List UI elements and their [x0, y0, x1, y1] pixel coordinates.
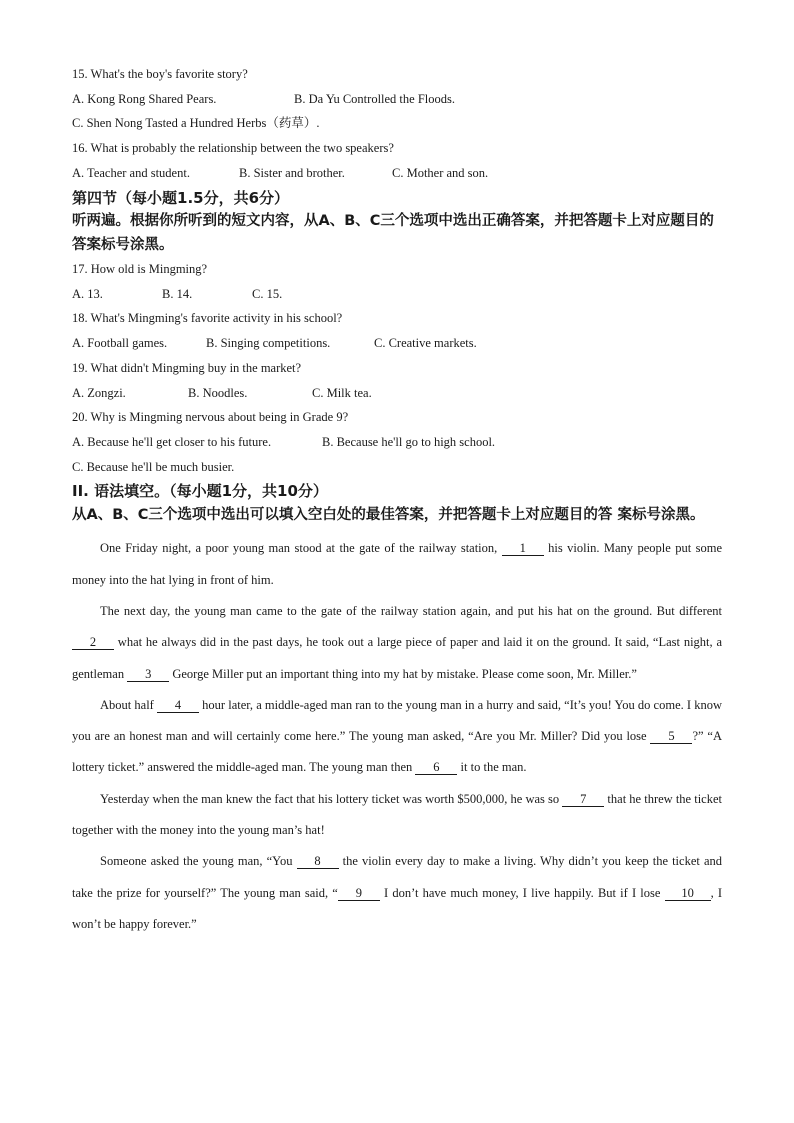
question-stem: 19. What didn't Mingming buy in the market?: [72, 360, 302, 375]
listening-questions-15-16: [72, 62, 722, 186]
blank-5: 5: [650, 729, 692, 744]
answer-option: A. Kong Rong Shared Pears.: [72, 91, 217, 106]
answer-options: [72, 430, 722, 455]
passage-paragraph: The next day, the young man came to the gate of the railway station again, and put his hat on the ground. But different 2 what he always did in the past days, he took out a large piece of paper and laid it on the ground. It said, “Last night, a gentleman 3 George Miller put an important thing into my hat by mistake. Please come soon, Mr. Miller.”: [72, 603, 722, 681]
answer-options: [72, 161, 722, 186]
answer-option: B. Sister and brother.: [239, 165, 345, 180]
answer-option: C. Shen Nong Tasted a Hundred Herbs（药草）.: [72, 116, 320, 131]
answer-options: [72, 381, 722, 406]
answer-option: C. Mother and son.: [392, 165, 489, 180]
question-stem: 16. What is probably the relationship between the two speakers?: [72, 141, 394, 156]
listening-questions-17-20: [72, 257, 722, 479]
answer-option: C. Milk tea.: [312, 385, 372, 400]
blank-3: 3: [127, 667, 169, 682]
question-stem: 20. Why is Mingming nervous about being in Grade 9?: [72, 410, 349, 425]
passage-paragraph: About half 4 hour later, a middle-aged man ran to the young man in a hurry and said, “It’s you! You do come. I know you are an honest man and will certainly come here.” The young man asked, “Are you Mr. Miller? Did you lose 5 ?” “A lottery ticket.” answered the middle-aged man. The young man then 6 it to the man.: [72, 697, 722, 775]
answer-option: C. Creative markets.: [374, 336, 477, 351]
question-stem: 17. How old is Mingming?: [72, 262, 208, 277]
answer-option: A. Zongzi.: [72, 385, 126, 400]
blank-6: 6: [415, 760, 457, 775]
answer-option: A. Football games.: [72, 336, 168, 351]
answer-option: A. Teacher and student.: [72, 165, 190, 180]
answer-option: A. Because he'll get closer to his future.: [72, 434, 272, 449]
answer-option: B. Singing competitions.: [206, 336, 331, 351]
answer-options: [72, 455, 722, 480]
blank-8: 8: [297, 854, 339, 869]
passage-paragraph: Someone asked the young man, “You 8 the violin every day to make a living. Why didn’t you keep the ticket and take the prize for yourself?” The young man said, “ 9 I don’t have much money, I live happily. But if I lose 10 , I won’t be happy forever.”: [72, 854, 723, 931]
answer-option: C. Because he'll be much busier.: [72, 459, 235, 474]
blank-9: 9: [338, 886, 380, 901]
answer-option: C. 15.: [252, 286, 283, 301]
answer-options: [72, 87, 722, 112]
answer-options: [72, 282, 722, 307]
passage-paragraph: Yesterday when the man knew the fact that his lottery ticket was worth $500,000, he was so 7 that he threw the ticket together with the money into the young man’s hat!: [72, 791, 722, 838]
section-4-title: 第四节（每小题1.5分，共6分）: [72, 188, 290, 207]
section-4-instruction: 听两遍。根据你所听到的短文内容，从A、B、C三个选项中选出正确答案，并把答题卡上对应题目的答案标号涂黑。: [72, 213, 714, 253]
part-2-instruction: 从A、B、C三个选项中选出可以填入空白处的最佳答案，并把答题卡上对应题目的答 案标号涂黑。: [72, 506, 705, 523]
question-stem: 18. What's Mingming's favorite activity in his school?: [72, 311, 343, 326]
answer-option: A. 13.: [72, 286, 103, 301]
passage-paragraph: One Friday night, a poor young man stood at the gate of the railway station, 1 his violin. Many people put some money into the hat lying in front of him.: [72, 541, 722, 587]
answer-option: B. Da Yu Controlled the Floods.: [294, 91, 455, 106]
cloze-passage: [72, 533, 722, 940]
blank-2: 2: [72, 635, 114, 650]
blank-7: 7: [562, 792, 604, 807]
exam-page: [72, 62, 722, 940]
blank-1: 1: [502, 541, 544, 556]
part-2-title: II. 语法填空。（每小题1分，共10分）: [72, 482, 328, 501]
answer-option: B. Because he'll go to high school.: [322, 434, 496, 449]
blank-4: 4: [157, 698, 199, 713]
answer-option: B. 14.: [162, 286, 193, 301]
answer-options: [72, 331, 722, 356]
answer-option: B. Noodles.: [188, 385, 248, 400]
question-stem: 15. What's the boy's favorite story?: [72, 67, 248, 81]
blank-10: 10: [665, 886, 711, 901]
answer-options: [72, 111, 722, 136]
